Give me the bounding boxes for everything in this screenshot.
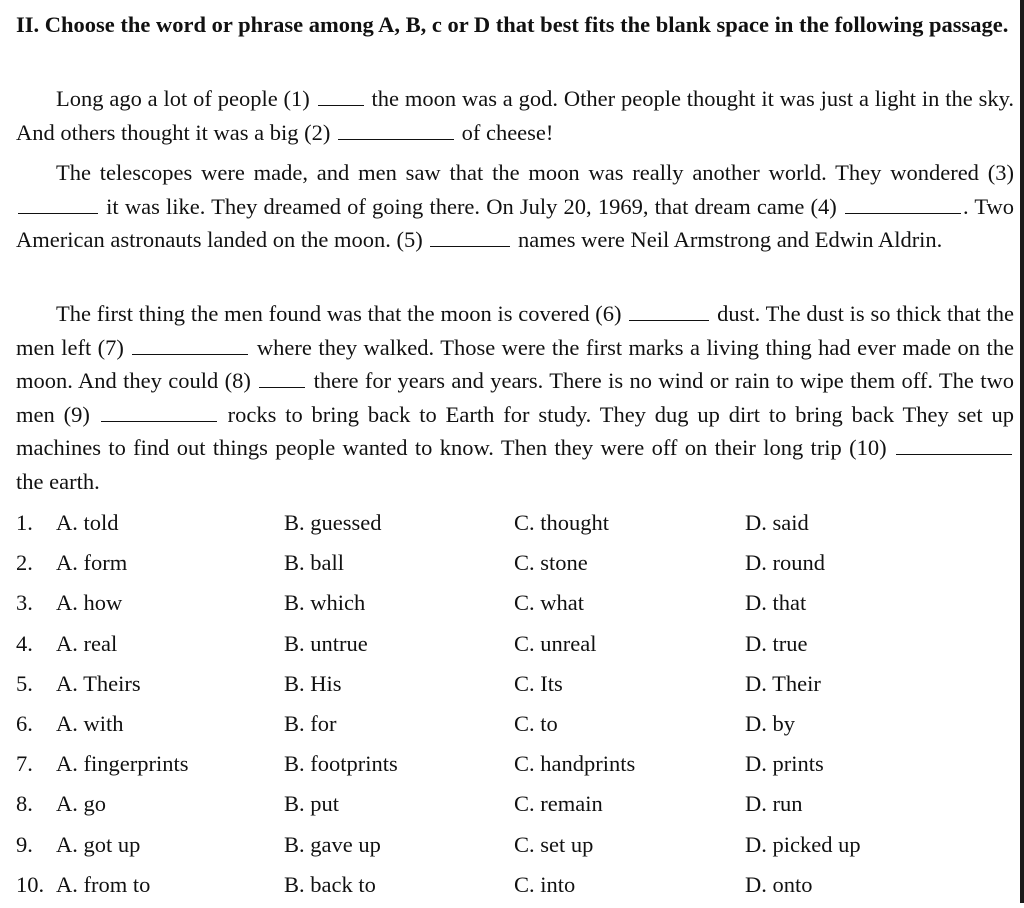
option-b: B. which bbox=[284, 590, 366, 616]
option-a: A. how bbox=[56, 590, 123, 616]
option-d: D. that bbox=[745, 590, 807, 616]
passage-text: The first thing the men found was that the moon is covered (6) bbox=[56, 301, 622, 326]
option-a: A. told bbox=[56, 510, 119, 535]
blank-2 bbox=[338, 121, 454, 140]
option-b: B. untrue bbox=[284, 630, 368, 656]
option-b: B. gave up bbox=[284, 831, 381, 857]
passage-text: names were Neil Armstrong and Edwin Aldrin. bbox=[518, 227, 943, 253]
option-row-3 bbox=[16, 586, 1014, 626]
question-number: 1. bbox=[16, 510, 33, 535]
option-d: D. onto bbox=[745, 871, 813, 897]
question-number: 7. bbox=[16, 751, 33, 777]
passage-paragraph-3 bbox=[16, 297, 1014, 499]
option-c: C. remain bbox=[514, 791, 603, 817]
option-c: C. unreal bbox=[514, 630, 597, 656]
option-a: A. from to bbox=[56, 871, 151, 897]
option-d: D. prints bbox=[745, 751, 824, 777]
option-row-5 bbox=[16, 667, 1014, 707]
passage-text: where they walked. Those were the first marks a living thing had ever made on the moon. And they could (8) bbox=[16, 334, 1015, 394]
option-a: A. real bbox=[56, 630, 118, 656]
question-number: 10. bbox=[16, 871, 45, 897]
option-c: C. what bbox=[514, 590, 584, 616]
passage-text: Long ago a lot of people (1) bbox=[56, 86, 310, 111]
answer-options bbox=[16, 506, 1014, 908]
option-b: B. guessed bbox=[284, 510, 382, 535]
section-heading: II. Choose the word or phrase among A, B, c or D that best fits the blank space in the following passage. bbox=[16, 12, 1009, 37]
page-edge-border bbox=[1020, 0, 1024, 903]
blank-6 bbox=[629, 302, 709, 321]
option-d: D. Their bbox=[745, 670, 821, 696]
option-a: A. with bbox=[56, 710, 124, 736]
blank-8 bbox=[259, 369, 305, 388]
blank-4 bbox=[845, 195, 961, 214]
option-row-10 bbox=[16, 868, 1014, 908]
option-a: A. go bbox=[56, 791, 106, 817]
question-number: 8. bbox=[16, 791, 33, 817]
option-row-7 bbox=[16, 747, 1014, 787]
option-b: B. ball bbox=[284, 550, 344, 576]
question-number: 2. bbox=[16, 550, 33, 576]
option-row-4 bbox=[16, 627, 1014, 667]
option-row-2 bbox=[16, 546, 1014, 586]
option-b: B. for bbox=[284, 710, 337, 736]
question-number: 4. bbox=[16, 630, 33, 656]
question-number: 5. bbox=[16, 670, 33, 696]
passage-text: the earth. bbox=[16, 468, 100, 494]
option-a: A. got up bbox=[56, 831, 141, 857]
passage-text: The telescopes were made, and men saw that the moon was really another world. They wondered (3) bbox=[56, 160, 1014, 185]
option-c: C. Its bbox=[514, 670, 563, 696]
question-number: 3. bbox=[16, 590, 33, 616]
option-c: C. into bbox=[514, 871, 576, 897]
passage-text: of cheese! bbox=[461, 119, 554, 145]
option-row-1 bbox=[16, 506, 1014, 546]
option-row-6 bbox=[16, 707, 1014, 747]
option-c: C. handprints bbox=[514, 751, 636, 777]
option-a: A. form bbox=[56, 550, 128, 576]
passage-text: there for years and years. There is no wind or rain to wipe them off. The two men (9) bbox=[16, 368, 1015, 427]
blank-3 bbox=[18, 195, 98, 214]
option-b: B. His bbox=[284, 670, 342, 696]
passage-text: the moon was a god. Other people thought it was just a light in the sky. And others thought it was a big (2) bbox=[16, 86, 1015, 145]
passage-text: . Two American astronauts landed on the moon. (5) bbox=[16, 193, 1015, 253]
option-b: B. put bbox=[284, 791, 340, 817]
option-d: D. true bbox=[745, 630, 808, 656]
passage-text: rocks to bring back to Earth for study. They dug up dirt to bring back They set up machines to find out things people wanted to know. Then they were off on their long trip (10) bbox=[16, 401, 1015, 461]
passage-paragraph-2 bbox=[16, 156, 1014, 257]
option-row-8 bbox=[16, 787, 1014, 827]
option-a: A. Theirs bbox=[56, 670, 141, 696]
option-c: C. stone bbox=[514, 550, 588, 576]
passage-paragraph-1 bbox=[16, 82, 1014, 149]
passage-text: it was like. They dreamed of going there. On July 20, 1969, that dream came (4) bbox=[106, 193, 837, 219]
blank-1 bbox=[318, 87, 364, 106]
option-d: D. picked up bbox=[745, 831, 861, 857]
blank-9 bbox=[101, 403, 217, 422]
blank-10 bbox=[896, 436, 1012, 455]
option-row-9 bbox=[16, 828, 1014, 868]
option-d: D. said bbox=[745, 510, 809, 535]
option-d: D. by bbox=[745, 710, 795, 736]
option-c: C. thought bbox=[514, 510, 610, 535]
option-d: D. round bbox=[745, 550, 825, 576]
question-number: 6. bbox=[16, 710, 33, 736]
question-number: 9. bbox=[16, 831, 33, 857]
option-c: C. to bbox=[514, 710, 558, 736]
blank-7 bbox=[132, 336, 248, 355]
option-b: B. back to bbox=[284, 871, 376, 897]
option-c: C. set up bbox=[514, 831, 594, 857]
option-d: D. run bbox=[745, 791, 803, 817]
passage-text: dust. The dust is so thick that the men left (7) bbox=[16, 301, 1015, 360]
option-a: A. fingerprints bbox=[56, 751, 189, 777]
blank-5 bbox=[430, 228, 510, 247]
option-b: B. footprints bbox=[284, 751, 398, 777]
